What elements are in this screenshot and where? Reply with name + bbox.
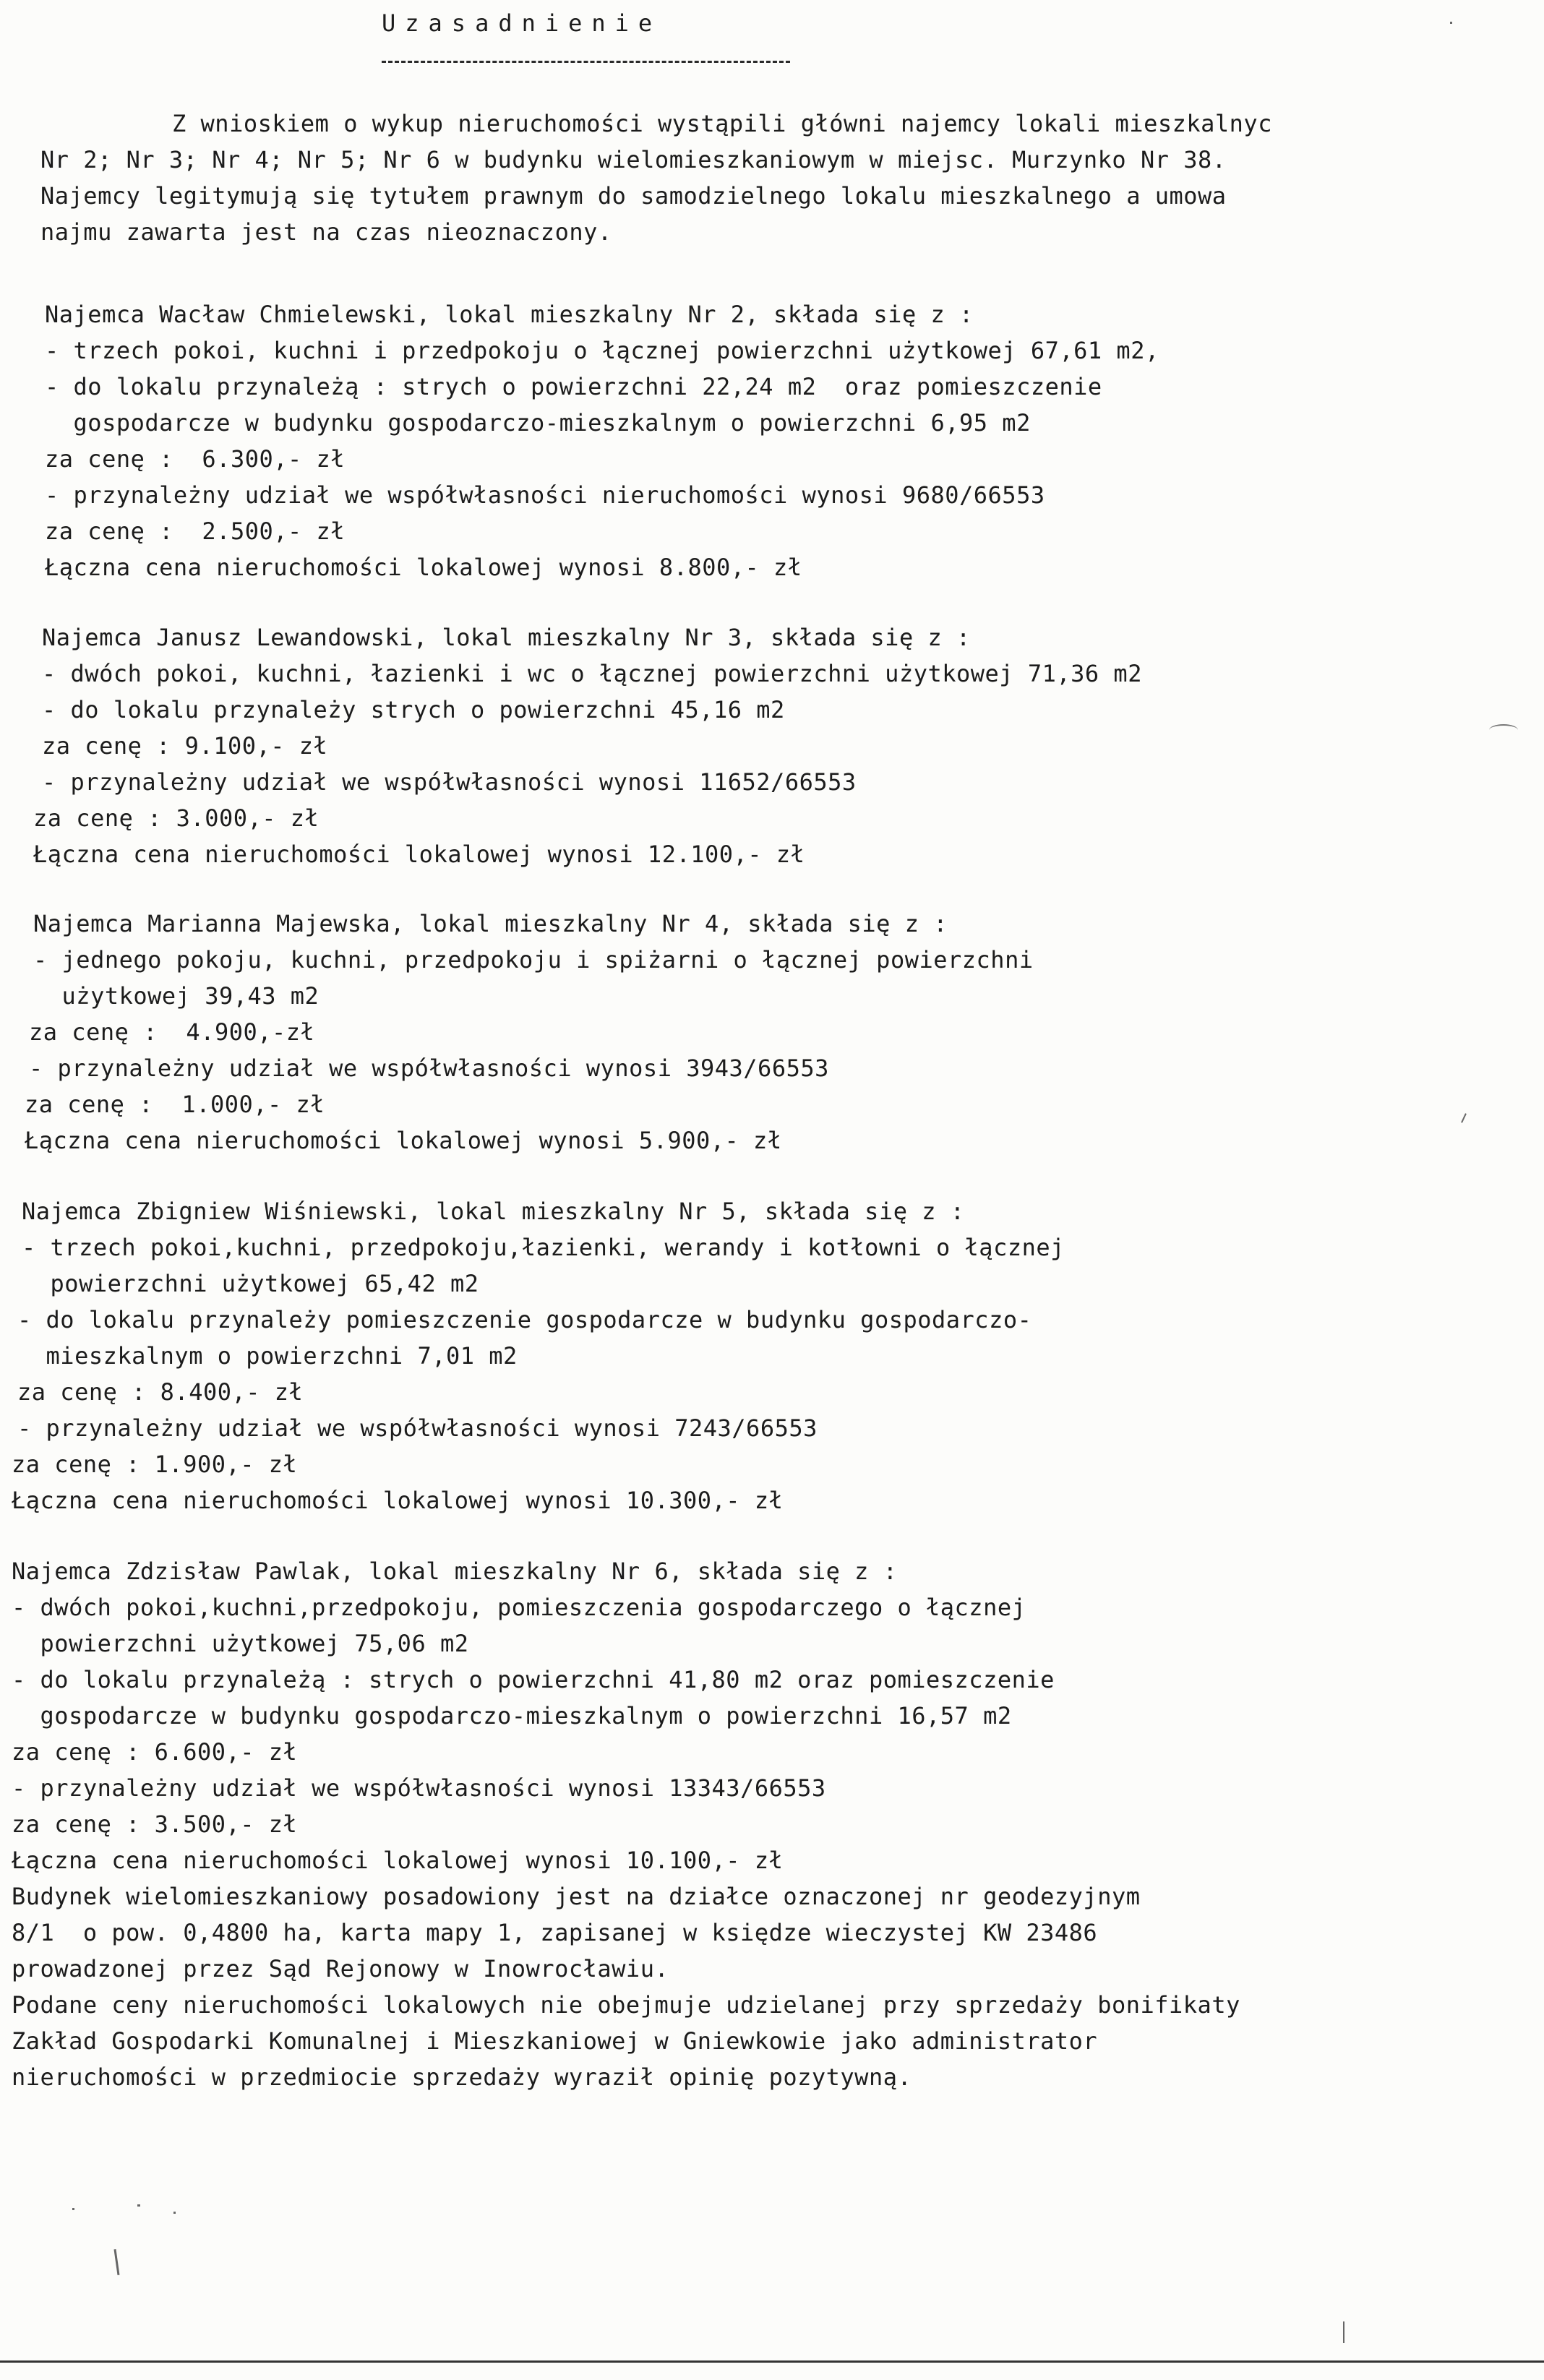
tenant-heading: Najemca Marianna Majewska, lokal mieszkalny Nr 4, składa się z :	[33, 910, 948, 937]
price-line: za cenę : 1.900,- zł	[12, 1451, 298, 1478]
scan-speck	[1450, 22, 1452, 24]
section-line: gospodarcze w budynku gospodarczo-mieszkalnym o powierzchni 16,57 m2	[12, 1702, 1012, 1730]
price-line: za cenę : 3.500,- zł	[12, 1810, 298, 1838]
closing-line: Zakład Gospodarki Komunalnej i Mieszkaniowej w Gniewkowie jako administrator	[12, 2027, 1098, 2055]
total-price-line: Łączna cena nieruchomości lokalowej wynosi 12.100,- zł	[33, 841, 805, 868]
intro-line: Z wnioskiem o wykup nieruchomości wystąpili główni najemcy lokali mieszkalnyc	[172, 110, 1272, 137]
section-line: powierzchni użytkowej 75,06 m2	[12, 1630, 469, 1657]
share-line: - przynależny udział we współwłasności wynosi 3943/66553	[29, 1054, 829, 1082]
price-line: za cenę : 3.000,- zł	[33, 804, 319, 832]
section-line: - do lokalu przynależą : strych o powierzchni 41,80 m2 oraz pomieszczenie	[12, 1666, 1055, 1693]
price-line: za cenę : 6.300,- zł	[45, 445, 346, 473]
section-line: - trzech pokoi, kuchni i przedpokoju o łącznej powierzchni użytkowej 67,61 m2,	[45, 337, 1159, 364]
bottom-rule	[0, 2360, 1544, 2363]
section-line: powierzchni użytkowej 65,42 m2	[22, 1270, 479, 1297]
total-price-line: Łączna cena nieruchomości lokalowej wynosi 5.900,- zł	[25, 1127, 782, 1154]
intro-line: najmu zawarta jest na czas nieoznaczony.	[40, 218, 612, 246]
closing-line: 8/1 o pow. 0,4800 ha, karta mapy 1, zapisanej w księdze wieczystej KW 23486	[12, 1919, 1098, 1946]
total-price-line: Łączna cena nieruchomości lokalowej wynosi 10.100,- zł	[12, 1847, 784, 1874]
scan-speck	[137, 2204, 140, 2207]
title-underline	[382, 61, 790, 63]
section-line: - jednego pokoju, kuchni, przedpokoju i spiżarni o łącznej powierzchni	[33, 946, 1034, 974]
closing-line: prowadzonej przez Sąd Rejonowy w Inowrocławiu.	[12, 1955, 669, 1982]
share-line: - przynależny udział we współwłasności wynosi 11652/66553	[42, 768, 857, 796]
share-line: - przynależny udział we współwłasności wynosi 13343/66553	[12, 1774, 826, 1802]
tenant-heading: Najemca Zbigniew Wiśniewski, lokal mieszkalny Nr 5, składa się z :	[22, 1198, 965, 1225]
section-line: gospodarcze w budynku gospodarczo-mieszkalnym o powierzchni 6,95 m2	[45, 409, 1031, 437]
tenant-heading: Najemca Zdzisław Pawlak, lokal mieszkalny Nr 6, składa się z :	[12, 1558, 898, 1585]
section-line: - trzech pokoi,kuchni, przedpokoju,łazienki, werandy i kotłowni o łącznej	[22, 1234, 1065, 1261]
section-line: - dwóch pokoi, kuchni, łazienki i wc o łącznej powierzchni użytkowej 71,36 m2	[42, 660, 1142, 687]
section-line: - do lokalu przynależą : strych o powierzchni 22,24 m2 oraz pomieszczenie	[45, 373, 1102, 400]
page-title: Uzasadnienie	[382, 9, 662, 37]
scan-speck	[72, 2208, 74, 2210]
total-price-line: Łączna cena nieruchomości lokalowej wynosi 8.800,- zł	[45, 554, 802, 581]
total-price-line: Łączna cena nieruchomości lokalowej wynosi 10.300,- zł	[12, 1487, 784, 1514]
tenant-heading: Najemca Janusz Lewandowski, lokal mieszkalny Nr 3, składa się z :	[42, 624, 971, 651]
scan-speck	[173, 2212, 176, 2214]
price-line: za cenę : 1.000,- zł	[25, 1091, 325, 1118]
section-line: - dwóch pokoi,kuchni,przedpokoju, pomieszczenia gospodarczego o łącznej	[12, 1594, 1026, 1621]
share-line: - przynależny udział we współwłasności nieruchomości wynosi 9680/66553	[45, 481, 1045, 509]
closing-line: Budynek wielomieszkaniowy posadowiony jest na działce oznaczonej nr geodezyjnym	[12, 1883, 1141, 1910]
share-line: - przynależny udział we współwłasności wynosi 7243/66553	[17, 1414, 818, 1442]
scan-blemish	[1489, 724, 1518, 736]
intro-line: Nr 2; Nr 3; Nr 4; Nr 5; Nr 6 w budynku wielomieszkaniowym w miejsc. Murzynko Nr 38.	[40, 146, 1227, 173]
tenant-heading: Najemca Wacław Chmielewski, lokal mieszkalny Nr 2, składa się z :	[45, 301, 974, 328]
closing-line: nieruchomości w przedmiocie sprzedaży wyraził opinię pozytywną.	[12, 2063, 912, 2091]
price-line: za cenę : 2.500,- zł	[45, 517, 346, 545]
scan-speck	[1461, 1113, 1467, 1123]
price-line: za cenę : 9.100,- zł	[42, 732, 328, 760]
price-line: za cenę : 4.900,-zł	[29, 1018, 315, 1046]
section-line: - do lokalu przynależy strych o powierzchni 45,16 m2	[42, 696, 785, 723]
scan-speck	[1343, 2321, 1344, 2343]
price-line: za cenę : 8.400,- zł	[17, 1378, 304, 1406]
section-line: - do lokalu przynależy pomieszczenie gospodarcze w budynku gospodarczo-	[17, 1306, 1032, 1333]
section-line: użytkowej 39,43 m2	[33, 982, 319, 1010]
scan-speck	[114, 2249, 120, 2275]
price-line: za cenę : 6.600,- zł	[12, 1738, 298, 1766]
section-line: mieszkalnym o powierzchni 7,01 m2	[17, 1342, 518, 1370]
closing-line: Podane ceny nieruchomości lokalowych nie obejmuje udzielanej przy sprzedaży bonifikaty	[12, 1991, 1240, 2019]
intro-line: Najemcy legitymują się tytułem prawnym do samodzielnego lokalu mieszkalnego a umowa	[40, 182, 1227, 210]
